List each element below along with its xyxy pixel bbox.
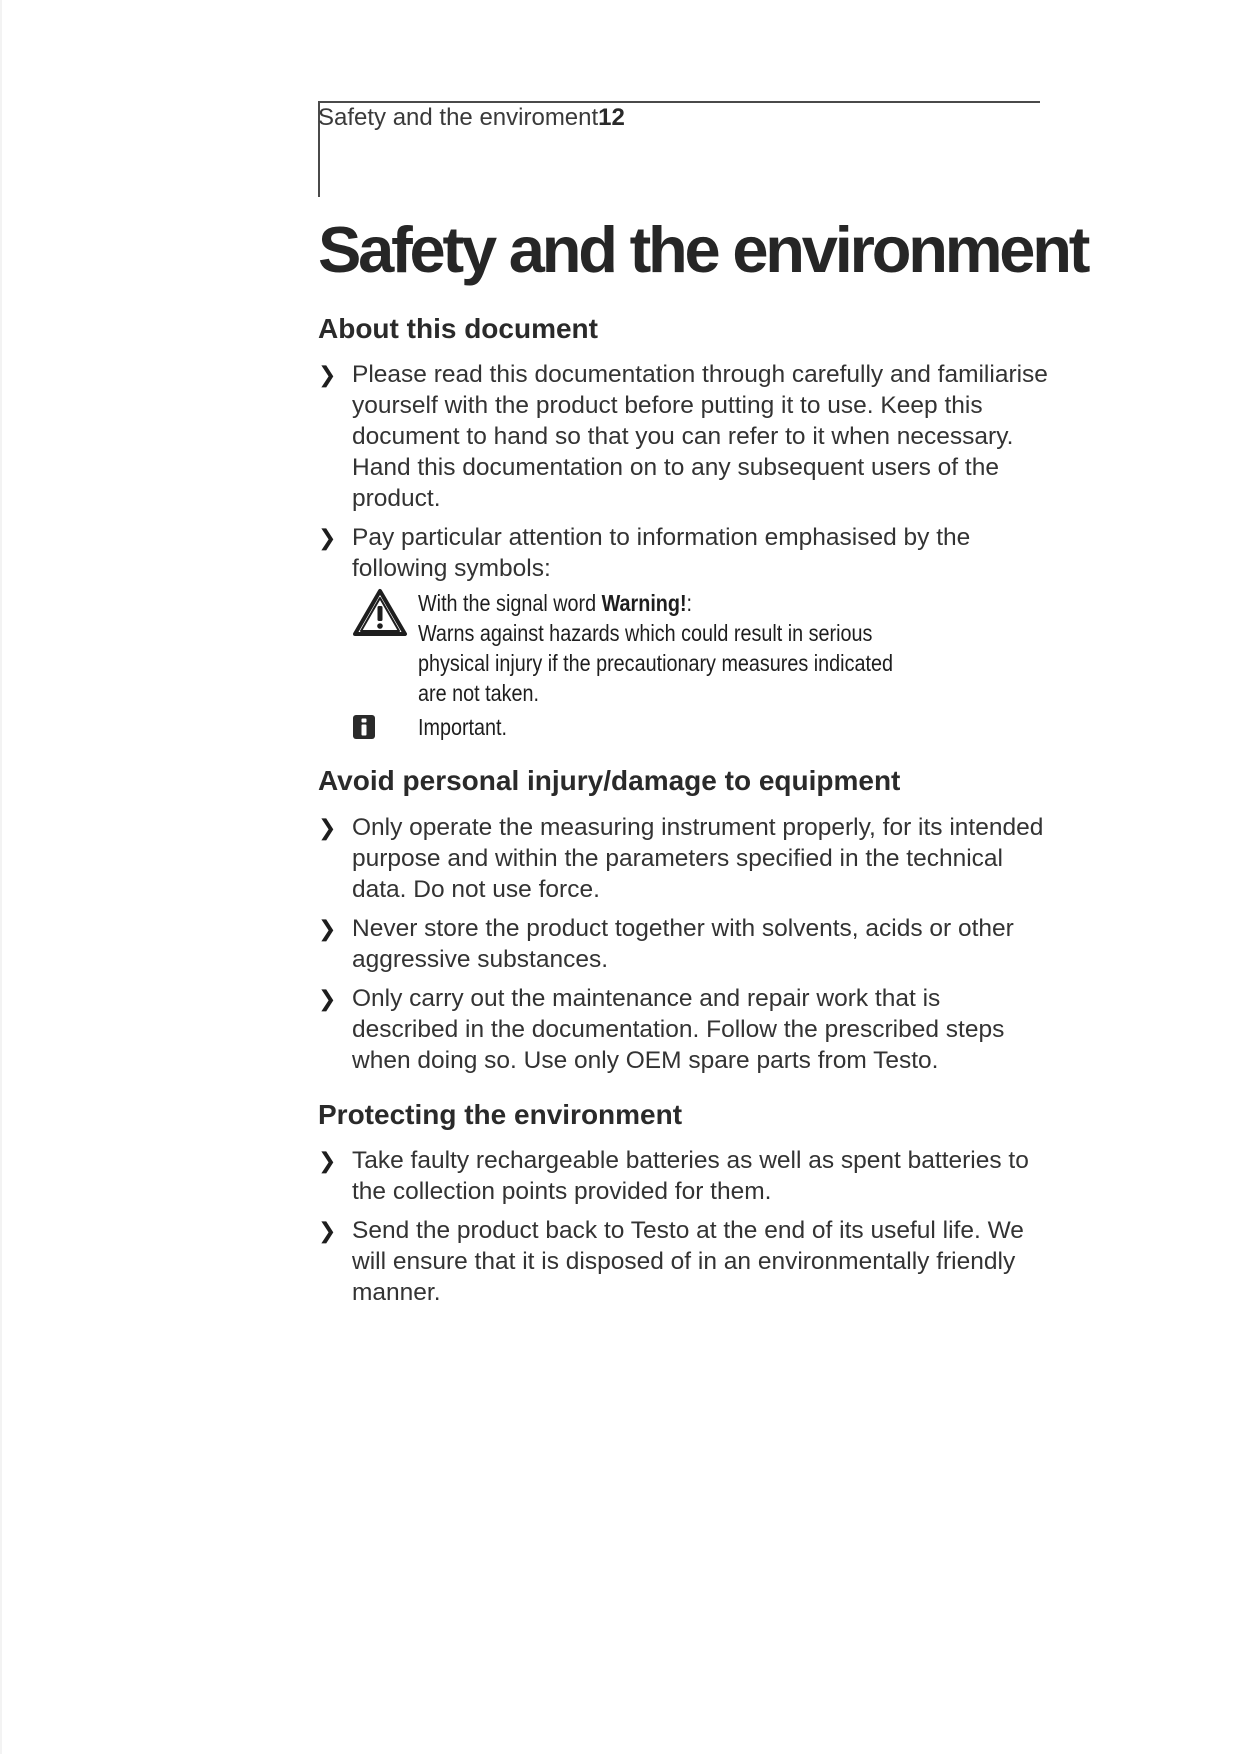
bullet-chevron-icon: ❯ — [318, 915, 337, 941]
list-item-text: Only carry out the maintenance and repair work that is described in the documentation. Follow the prescribed steps when doing so. Use only OEM spare parts from Testo. — [352, 984, 1005, 1074]
list-item — [318, 1215, 1048, 1308]
bullet-chevron-icon: ❯ — [318, 1148, 337, 1174]
list-item-text: Take faulty rechargeable batteries as well as spent batteries to the collection points provided for them. — [352, 1147, 1029, 1206]
list-item-text: Only operate the measuring instrument properly, for its intended purpose and within the parameters specified in the technical data. Do not use force. — [352, 813, 1044, 903]
running-title: Safety and the enviroment — [318, 104, 599, 131]
list-item-text: Pay particular attention to information emphasised by the following symbols: — [352, 524, 971, 583]
section-heading-avoid-injury: Avoid personal injury/damage to equipment — [318, 765, 901, 797]
bullet-chevron-icon: ❯ — [318, 1218, 337, 1244]
list-item — [318, 1145, 1048, 1207]
section-heading-environment: Protecting the environment — [318, 1098, 683, 1130]
info-icon — [352, 712, 418, 740]
avoid-injury-list — [318, 812, 1048, 1076]
warning-triangle-icon — [352, 588, 418, 638]
bullet-chevron-icon: ❯ — [318, 985, 337, 1011]
list-item-text: Please read this documentation through carefully and familiarise yourself with the product before putting it to use. Keep this document to hand so that you can refer to it when necessary. Hand this documentation on to any subsequent users of the product. — [352, 361, 1048, 513]
bullet-chevron-icon: ❯ — [318, 525, 337, 551]
warning-text: Warns against hazards which could result in serious physical injury if the precautionary measures indicated are not taken. — [418, 620, 893, 707]
warning-symbol-row — [352, 588, 1002, 708]
list-item — [318, 983, 1048, 1076]
main-content — [318, 213, 1088, 1316]
list-item — [318, 913, 1048, 975]
section-heading-about: About this document — [318, 312, 598, 344]
symbol-legend — [352, 588, 1002, 742]
header-rule — [318, 101, 1040, 103]
warning-prefix: With the signal word — [418, 590, 602, 617]
bullet-chevron-icon: ❯ — [318, 362, 337, 388]
important-symbol-row — [352, 712, 1002, 742]
environment-list — [318, 1145, 1048, 1308]
list-item — [318, 812, 1048, 905]
list-item — [318, 522, 1048, 584]
about-list — [318, 359, 1048, 584]
list-item-text: Never store the product together with solvents, acids or other aggressive substances. — [352, 914, 1014, 973]
important-text: Important. — [418, 714, 508, 741]
warning-suffix: : — [686, 590, 693, 617]
running-header — [318, 104, 625, 132]
warning-description — [418, 588, 920, 708]
page-number: 12 — [598, 104, 625, 131]
list-item-text: Send the product back to Testo at the end of its useful life. We will ensure that it is disposed of in an environmentally friendly manner. — [352, 1217, 1024, 1307]
bullet-chevron-icon: ❯ — [318, 814, 337, 840]
signal-word: Warning! — [601, 590, 687, 617]
list-item — [318, 359, 1048, 514]
page-title: Safety and the environment — [318, 213, 1088, 286]
